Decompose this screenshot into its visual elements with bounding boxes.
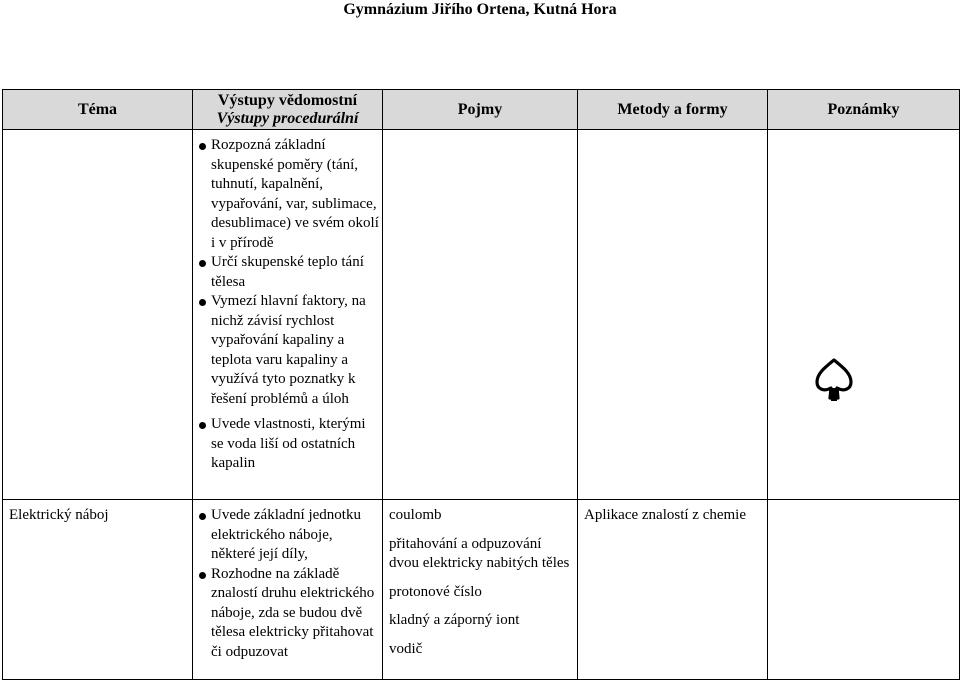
header-vystupy-proceduralni: Výstupy procedurální bbox=[216, 109, 359, 127]
outcomes-list bbox=[197, 506, 380, 662]
school-header: Gymnázium Jiřího Ortena, Kutná Hora bbox=[343, 1, 617, 18]
header-poznamky: Poznámky bbox=[768, 90, 960, 130]
topic-cell: Elektrický náboj bbox=[3, 500, 193, 680]
table-row bbox=[3, 500, 960, 680]
notes-cell bbox=[768, 500, 960, 680]
header-pojmy: Pojmy bbox=[383, 90, 578, 130]
curriculum-table bbox=[2, 89, 960, 680]
table-header-row bbox=[3, 90, 960, 130]
outcomes-list bbox=[197, 136, 380, 474]
header-metody: Metody a formy bbox=[578, 90, 768, 130]
header-vystupy bbox=[193, 90, 383, 130]
list-item: Uvede základní jednotku elektrického náboje, některé její díly, bbox=[197, 506, 380, 565]
methods-cell: Aplikace znalostí z chemie bbox=[578, 500, 768, 680]
methods-cell bbox=[578, 130, 768, 500]
outcomes-cell bbox=[193, 130, 383, 500]
list-item: Určí skupenské teplo tání tělesa bbox=[197, 253, 380, 292]
header-tema: Téma bbox=[3, 90, 193, 130]
concept-item: kladný a záporný iont bbox=[389, 612, 520, 628]
outcomes-cell bbox=[193, 500, 383, 680]
concepts-cell bbox=[383, 500, 578, 680]
concept-item: přitahování a odpuzování dvou elektricky nabitých těles bbox=[389, 535, 570, 571]
concepts-cell bbox=[383, 130, 578, 500]
concept-item: protonové číslo bbox=[389, 583, 482, 600]
concept-item: vodič bbox=[389, 640, 423, 657]
list-item: Vymezí hlavní faktory, na nichž závisí rychlost vypařování kapaliny a teplota varu kapaliny a využívá tyto poznatky k řešení problémů a úloh bbox=[197, 292, 380, 409]
topic-cell bbox=[3, 130, 193, 500]
list-item: Rozpozná základní skupenské poměry (tání, tuhnutí, kapalnění, vypařování, var, sublimace, desublimace) ve svém okolí i v přírodě bbox=[197, 136, 380, 253]
header-vystupy-vedomostni: Výstupy vědomostní bbox=[217, 91, 358, 109]
notes-cell bbox=[768, 130, 960, 500]
table-row bbox=[3, 130, 960, 500]
concept-item: coulomb bbox=[389, 507, 442, 523]
list-item: Rozhodne na základě znalostí druhu elektrického náboje, zda se budou dvě tělesa elektricky přitahovat či odpuzovat bbox=[197, 565, 380, 663]
spade-icon bbox=[814, 358, 854, 404]
list-item: Uvede vlastnosti, kterými se voda liší od ostatních kapalin bbox=[197, 415, 380, 474]
